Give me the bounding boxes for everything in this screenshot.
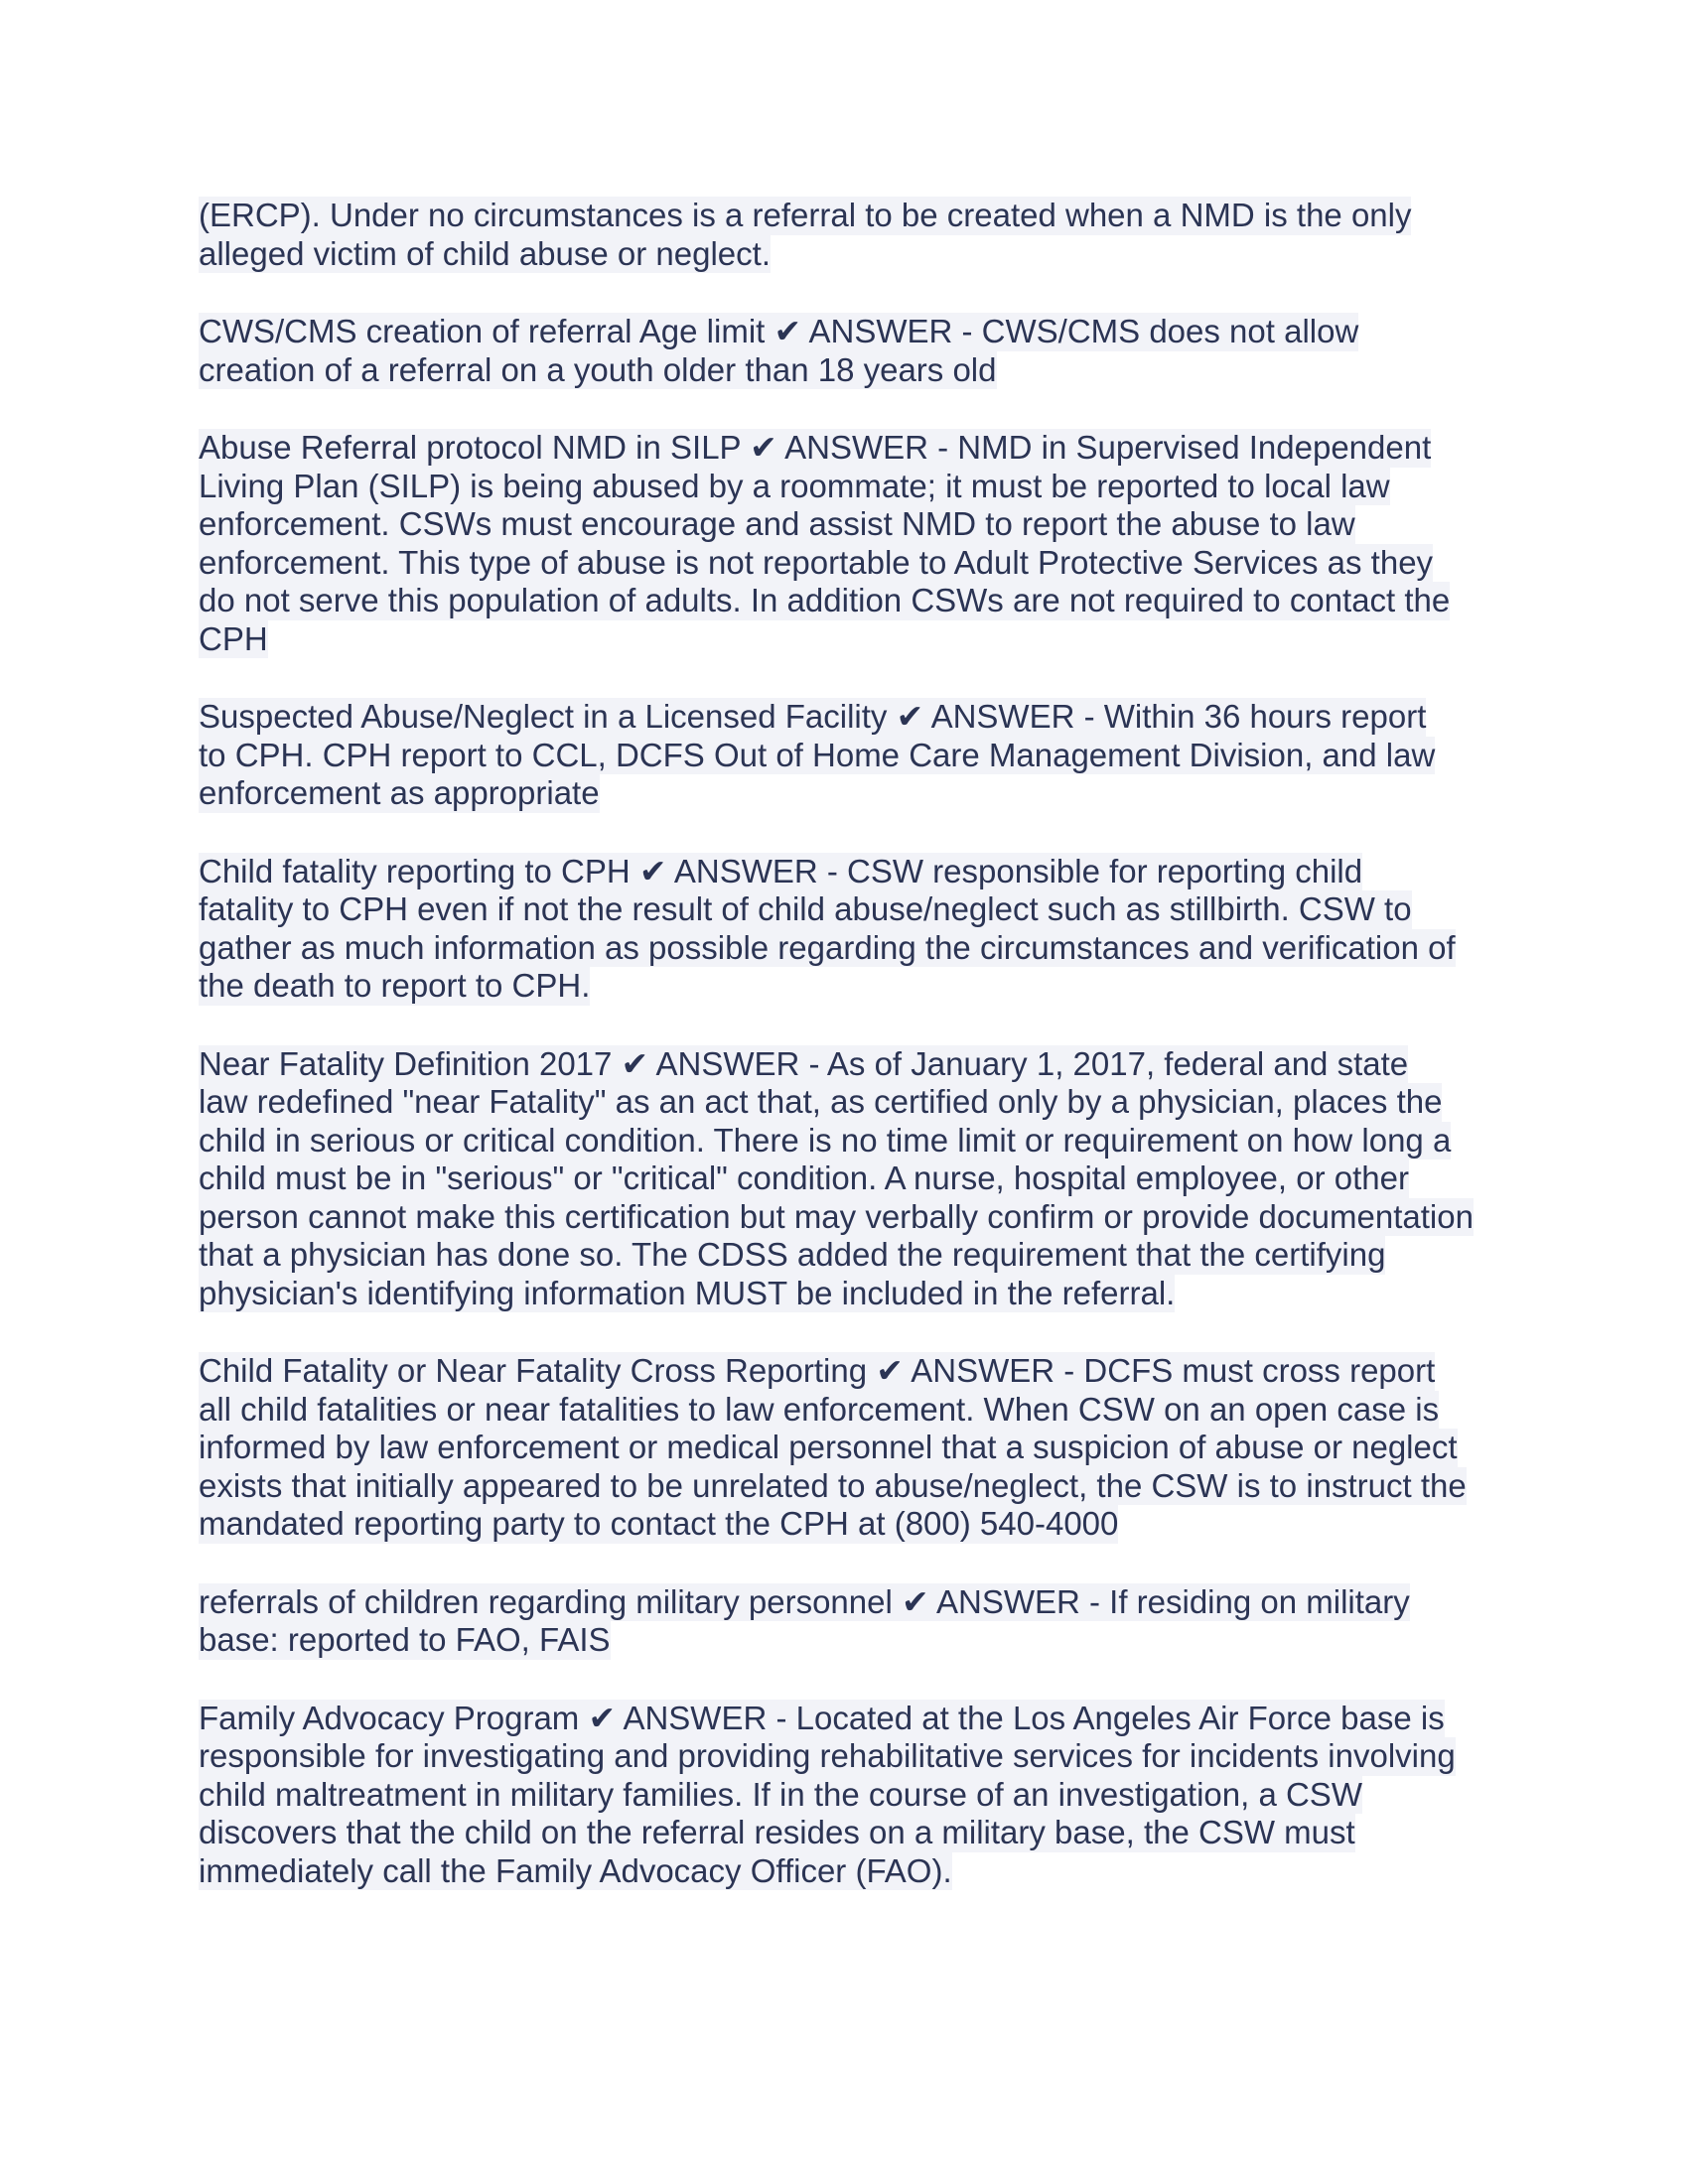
text-line: Abuse Referral protocol NMD in SILP ✔ ANSWER - NMD in Supervised Independent <box>199 429 1432 466</box>
text-line: referrals of children regarding military personnel ✔ ANSWER - If residing on military <box>199 1582 1410 1620</box>
text-line: (ERCP). Under no circumstances is a referral to be created when a NMD is the only <box>199 197 1412 233</box>
text-line: exists that initially appeared to be unrelated to abuse/neglect, the CSW is to instruct the <box>199 1466 1467 1504</box>
text-line: all child fatalities or near fatalities to law enforcement. When CSW on an open case is <box>199 1390 1440 1428</box>
text-line: law redefined "near Fatality" as an act that, as certified only by a physician, places the <box>199 1083 1443 1120</box>
text-line: do not serve this population of adults. In addition CSWs are not required to contact the <box>199 582 1451 618</box>
text-line: person cannot make this certification but may verbally confirm or provide documentation <box>199 1197 1474 1235</box>
paragraph-family-advocacy <box>199 1700 1499 1891</box>
text-line: child must be in "serious" or "critical" condition. A nurse, hospital employee, or other <box>199 1160 1409 1196</box>
text-line: alleged victim of child abuse or neglect. <box>199 234 771 272</box>
paragraph-age-limit <box>199 313 1499 389</box>
text-line: enforcement. CSWs must encourage and assist NMD to report the abuse to law <box>199 505 1355 542</box>
text-line: child in serious or critical condition. There is no time limit or requirement on how long a <box>199 1121 1452 1159</box>
text-line: physician's identifying information MUST be included in the referral. <box>199 1274 1176 1311</box>
text-line: CPH <box>199 619 268 657</box>
text-line: base: reported to FAO, FAIS <box>199 1621 611 1658</box>
text-line: to CPH. CPH report to CCL, DCFS Out of Home Care Management Division, and law <box>199 736 1436 773</box>
text-line: fatality to CPH even if not the result of child abuse/neglect such as stillbirth. CSW to <box>199 890 1412 927</box>
text-line: informed by law enforcement or medical personnel that a suspicion of abuse or neglect <box>199 1429 1458 1465</box>
text-line: enforcement. This type of abuse is not reportable to Adult Protective Services as they <box>199 543 1434 581</box>
paragraph-nmd-silp <box>199 429 1499 658</box>
text-line: the death to report to CPH. <box>199 967 591 1004</box>
text-line: Child Fatality or Near Fatality Cross Reporting ✔ ANSWER - DCFS must cross report <box>199 1352 1436 1389</box>
paragraph-licensed-facility <box>199 698 1499 813</box>
text-line: Living Plan (SILP) is being abused by a roommate; it must be reported to local law <box>199 467 1390 504</box>
text-line: gather as much information as possible regarding the circumstances and verification of <box>199 928 1456 966</box>
paragraph-child-fatality <box>199 853 1499 1006</box>
text-line: discovers that the child on the referral resides on a military base, the CSW must <box>199 1814 1355 1850</box>
text-line: creation of a referral on a youth older than 18 years old <box>199 350 997 388</box>
text-line: Family Advocacy Program ✔ ANSWER - Located at the Los Angeles Air Force base is <box>199 1699 1445 1736</box>
paragraph-near-fatality <box>199 1045 1499 1313</box>
text-line: child maltreatment in military families. If in the course of an investigation, a CSW <box>199 1775 1362 1813</box>
text-line: responsible for investigating and providing rehabilitative services for incidents involving <box>199 1737 1456 1774</box>
text-line: that a physician has done so. The CDSS added the requirement that the certifying <box>199 1236 1386 1273</box>
text-line: Near Fatality Definition 2017 ✔ ANSWER - As of January 1, 2017, federal and state <box>199 1044 1409 1082</box>
paragraph-ercp-note <box>199 197 1499 273</box>
text-line: Child fatality reporting to CPH ✔ ANSWER - CSW responsible for reporting child <box>199 852 1363 889</box>
text-line: CWS/CMS creation of referral Age limit ✔ ANSWER - CWS/CMS does not allow <box>199 313 1359 349</box>
text-line: Suspected Abuse/Neglect in a Licensed Facility ✔ ANSWER - Within 36 hours report <box>199 698 1427 735</box>
paragraph-cross-reporting <box>199 1352 1499 1544</box>
text-line: immediately call the Family Advocacy Officer (FAO). <box>199 1851 952 1889</box>
document-page <box>199 197 1499 1930</box>
text-line: mandated reporting party to contact the CPH at (800) 540-4000 <box>199 1505 1119 1542</box>
paragraph-military-referrals <box>199 1583 1499 1660</box>
text-line: enforcement as appropriate <box>199 774 600 811</box>
